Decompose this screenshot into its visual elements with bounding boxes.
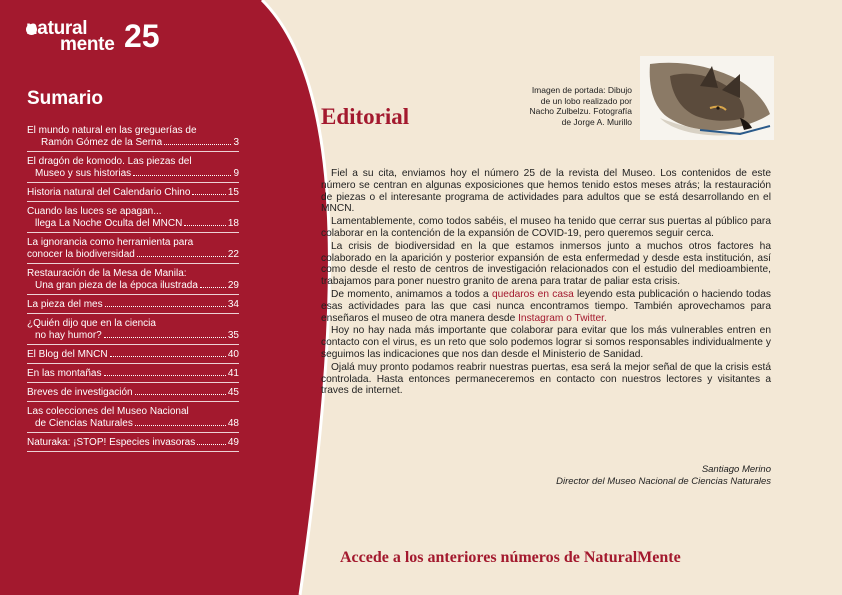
toc-item-title: En las montañas: [27, 368, 102, 379]
toc-item[interactable]: [27, 406, 239, 433]
toc-dot-leader: [135, 394, 226, 395]
toc-dot-leader: [105, 306, 226, 307]
toc-item-line: Las colecciones del Museo Nacional: [27, 406, 189, 417]
toc-item[interactable]: [27, 237, 239, 264]
editorial-paragraph: [321, 289, 771, 324]
toc-item-title: Breves de investigación: [27, 387, 133, 398]
editorial-title: Editorial: [321, 104, 410, 129]
editorial-paragraph: Hoy no hay nada más importante que colaborar para evitar que los más vulnerables entren en contacto con el virus, es un reto que solo podemos lograr si somos responsables individualmente y seguimos las indicaciones que nos dan desde el Ministerio de Sanidad.: [321, 325, 771, 360]
toc-page-number: 9: [233, 168, 239, 179]
toc-item-row: [27, 437, 239, 449]
toc-item-row: [27, 299, 239, 311]
toc-item-line: El mundo natural en las greguerías de: [27, 125, 197, 136]
toc-page-number: 48: [227, 418, 239, 429]
toc-item-title: conocer la biodiversidad: [27, 249, 135, 260]
cover-caption: [506, 85, 632, 127]
caption-line: Imagen de portada: Dibujo: [531, 85, 632, 95]
toc-page-number: 45: [227, 387, 239, 398]
toc-item-title: El Blog del MNCN: [27, 349, 108, 360]
toc-item-line: El dragón de komodo. Las piezas del: [27, 156, 192, 167]
editorial-paragraph: Lamentablemente, como todos sabéis, el museo ha tenido que cerrar sus puertas al público para colaborar en la contención de la expansión de COVID-19, pero queremos seguir cerca.: [321, 216, 771, 239]
toc-item-title: Historia natural del Calendario Chino: [27, 187, 191, 198]
toc-dot-leader: [184, 225, 226, 226]
naturalmente-logo[interactable]: [26, 18, 176, 58]
toc-item-title: no hay humor?: [35, 330, 102, 341]
toc-item-row: [27, 137, 239, 149]
toc-page-number: 40: [227, 349, 239, 360]
toc-item-line: La ignorancia como herramienta para: [27, 237, 194, 248]
toc-dot-leader: [135, 425, 226, 426]
editorial-paragraph: Ojalá muy pronto podamos reabrir nuestras puertas, esa será la mejor señal de que la crisis está controlada. Hasta entonces permaneceremos en contacto con nuestros lectores y visitantes a traves de internet.: [321, 361, 771, 397]
logo-word-natural: natural: [26, 18, 88, 39]
signature: [470, 464, 771, 488]
toc-item[interactable]: [27, 187, 239, 202]
previous-issues-link[interactable]: Accede a los anteriores números de NaturalMente: [340, 549, 681, 566]
paragraph-text: De momento, animamos a todos a: [331, 288, 492, 300]
toc-dot-leader: [137, 256, 226, 257]
signature-role: Director del Museo Nacional de Ciencias Naturales: [556, 476, 771, 487]
editorial-paragraph: Fiel a su cita, enviamos hoy el número 25 de la revista del Museo. Los contenidos de este número se centran en algunas exposiciones que hemos tenido estos meses atrás; la restauración de piezas o el interesante programa de actividades para adultos que se está desarrollando en el MNCN.: [321, 168, 771, 215]
toc-item[interactable]: [27, 437, 239, 452]
toc-page-number: 29: [227, 280, 239, 291]
toc-item-row: [27, 349, 239, 361]
paragraph-text: leyendo esta publicación o haciendo todas esas actividades para las que casi nunca encontramos tiempo. También aprovechamos para enseñaros el museo de otra manera desde: [321, 288, 771, 324]
toc-item-row: [27, 368, 239, 380]
toc-page-number: 41: [227, 368, 239, 379]
toc-item-title: Una gran pieza de la época ilustrada: [35, 280, 198, 291]
toc-item-row: [27, 330, 239, 342]
signature-name: Santiago Merino: [701, 464, 771, 475]
table-of-contents: [27, 125, 239, 456]
toc-item[interactable]: [27, 349, 239, 364]
caption-line: Nacho Zulbelzu. Fotografía: [529, 106, 632, 116]
logo-word-mente: mente: [60, 34, 115, 55]
toc-item-line: Restauración de la Mesa de Manila:: [27, 268, 187, 279]
toc-item-line: ¿Quién dijo que en la ciencia: [27, 318, 156, 329]
toc-item-row: [27, 218, 239, 230]
toc-item-title: de Ciencias Naturales: [35, 418, 133, 429]
toc-page-number: 34: [227, 299, 239, 310]
toc-item[interactable]: [27, 125, 239, 152]
toc-item-title: Museo y sus historias: [35, 168, 132, 179]
caption-line: de Jorge A. Murillo: [561, 116, 632, 127]
toc-page-number: 35: [227, 330, 239, 341]
toc-item-title: Ramón Gómez de la Serna: [41, 137, 163, 148]
quedaros-en-casa-link[interactable]: quedaros en casa: [491, 288, 574, 300]
toc-item-title: Naturaka: ¡STOP! Especies invasoras: [27, 437, 196, 448]
toc-item-row: [27, 249, 239, 261]
toc-item[interactable]: [27, 368, 239, 383]
toc-page-number: 15: [227, 187, 239, 198]
editorial-paragraph: La crisis de biodiversidad en la que estamos inmersos junto a muchos otros factores ha colaborado en la aparición y posterior expansión de esta enfermedad y desde esta institución, así como desde el resto de centros de investigación relacionados con el estudio del medioambiente, trabajamos para poner nuestro granito de arena para tratar de paliar esta crisis.: [321, 240, 771, 288]
toc-item-title: La pieza del mes: [27, 299, 103, 310]
wolf-drawing-image: [640, 56, 774, 140]
toc-dot-leader: [192, 194, 225, 195]
toc-item[interactable]: [27, 387, 239, 402]
toc-item-row: [27, 418, 239, 430]
toc-item[interactable]: [27, 299, 239, 314]
toc-dot-leader: [104, 337, 226, 338]
toc-dot-leader: [133, 175, 231, 176]
toc-dot-leader: [110, 356, 226, 357]
toc-item-row: [27, 168, 239, 180]
toc-page-number: 18: [227, 218, 239, 229]
toc-item-title: llega La Noche Oculta del MNCN: [35, 218, 183, 229]
sumario-title: Sumario: [27, 88, 104, 109]
toc-item[interactable]: [27, 318, 239, 345]
toc-item-line: Cuando las luces se apagan...: [27, 206, 162, 217]
instagram-twitter-link[interactable]: Instagram o Twitter.: [518, 312, 607, 324]
toc-page-number: 22: [227, 249, 239, 260]
toc-item-row: [27, 387, 239, 399]
toc-dot-leader: [200, 287, 226, 288]
toc-dot-leader: [164, 144, 231, 145]
toc-item-row: [27, 280, 239, 292]
issue-number: 25: [124, 18, 160, 54]
toc-page-number: 49: [227, 437, 239, 448]
caption-line: de un lobo realizado por: [540, 95, 632, 106]
toc-item-row: [27, 187, 239, 199]
toc-item[interactable]: [27, 156, 239, 183]
toc-item[interactable]: [27, 206, 239, 233]
toc-dot-leader: [197, 444, 226, 445]
toc-dot-leader: [104, 375, 226, 376]
editorial-body: [321, 168, 771, 398]
toc-item[interactable]: [27, 268, 239, 295]
toc-page-number: 3: [233, 137, 239, 148]
